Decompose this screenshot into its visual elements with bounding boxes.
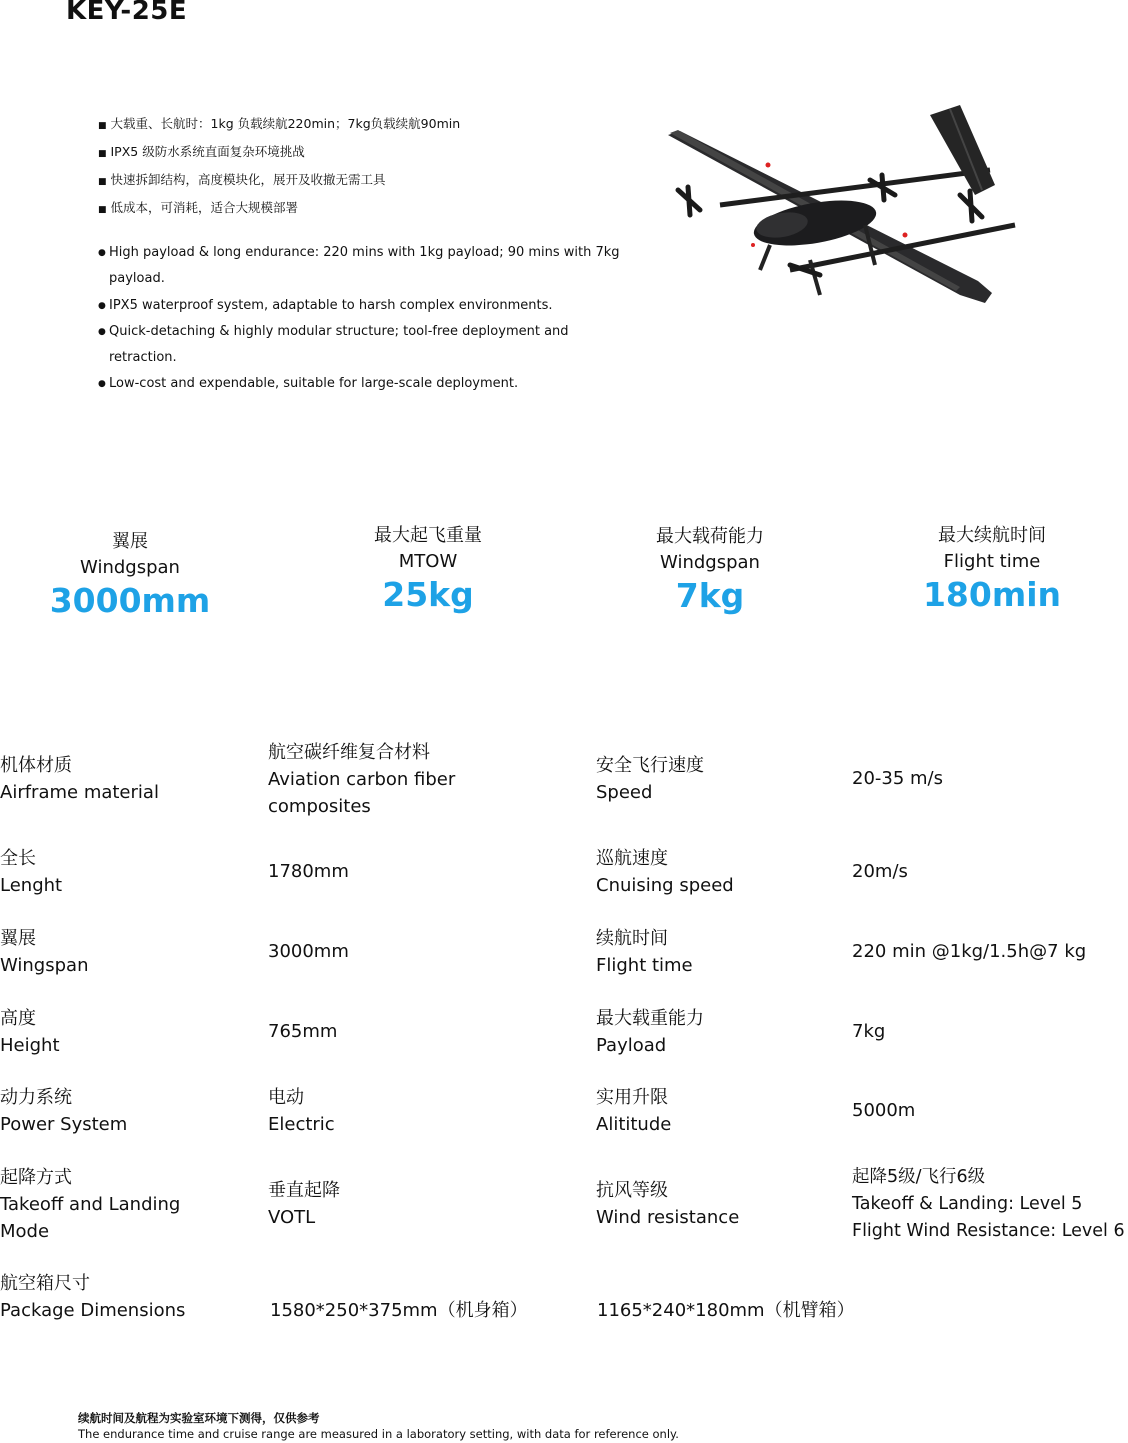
stat-label-en: Flight time — [943, 551, 1041, 572]
spec-value-package-body: 1580*250*375mm（机身箱） — [270, 1300, 528, 1321]
spec-value-payload: 7kg — [852, 1021, 886, 1042]
bullet-square-icon: ■ — [98, 121, 107, 131]
footnote-en: The endurance time and cruise range are measured in a laboratory setting, with data for reference only. — [78, 1427, 679, 1441]
stat-label-cn: 最大载荷能力 — [656, 526, 764, 547]
bullet-square-icon: ■ — [98, 149, 107, 159]
spec-label-package: 航空箱尺寸 Package Dimensions — [0, 1273, 186, 1321]
bullet-square-icon: ■ — [98, 205, 107, 215]
spec-value-height: 765mm — [268, 1021, 338, 1042]
feature-cn-item: ■ 快速拆卸结构，高度模块化，展开及收撤无需工具 — [98, 172, 386, 187]
spec-label-height: 高度 Height — [0, 1008, 60, 1056]
spec-label-wingspan: 翼展 Wingspan — [0, 928, 89, 976]
stat-value: 3000mm — [49, 581, 211, 620]
spec-label-power: 动力系统 Power System — [0, 1087, 128, 1135]
bullet-dot-icon: ● — [98, 326, 106, 337]
feature-en-item: ● High payload & long endurance: 220 mins with 1kg payload; 90 mins with 7kg payload. — [98, 240, 628, 293]
spec-label-takeoff-mode: 起降方式 Takeoff and Landing Mode — [0, 1167, 181, 1242]
spec-value-flight-time: 220 min @1kg/1.5h@7 kg — [852, 941, 1087, 962]
stat-value: 25kg — [382, 575, 474, 614]
spec-value-speed: 20-35 m/s — [852, 768, 944, 789]
stat-value: 180min — [922, 575, 1062, 614]
bullet-dot-icon: ● — [98, 379, 106, 390]
spec-value-takeoff-mode: 垂直起降 VOTL — [268, 1180, 340, 1228]
stat-label-cn: 最大起飞重量 — [374, 525, 482, 546]
stat-label-en: MTOW — [398, 551, 458, 572]
spec-label-altitude: 实用升限 Alititude — [596, 1087, 672, 1135]
footnote-cn: 续航时间及航程为实验室环境下测得，仅供参考 — [78, 1411, 320, 1425]
footnote — [78, 1410, 679, 1442]
spec-label-cruise-speed: 巡航速度 Cnuising speed — [596, 848, 734, 896]
bullet-square-icon: ■ — [98, 177, 107, 187]
spec-label-speed: 安全飞行速度 Speed — [596, 755, 704, 803]
spec-label-payload: 最大载重能力 Payload — [596, 1008, 704, 1056]
spec-label-flight-time: 续航时间 Flight time — [596, 928, 693, 976]
spec-label-length: 全长 Lenght — [0, 848, 63, 896]
features-cn-list — [98, 111, 460, 223]
spec-value-length: 1780mm — [268, 861, 349, 882]
stat-label-en: Windgspan — [80, 557, 180, 578]
spec-value-airframe: 航空碳纤维复合材料 Aviation carbon fiber composites — [268, 742, 456, 817]
spec-label-wind: 抗风等级 Wind resistance — [596, 1180, 740, 1228]
feature-cn-item: ■ 低成本，可消耗，适合大规模部署 — [98, 200, 299, 215]
bullet-dot-icon: ● — [98, 300, 106, 311]
stat-label-cn: 翼展 — [112, 531, 148, 552]
spec-value-power: 电动 Electric — [268, 1087, 335, 1135]
stat-windgspan — [10, 529, 250, 621]
spec-value-wind: 起降5级/飞行6级 Takeoff & Landing: Level 5 Flight Wind Resistance: Level 6 — [852, 1167, 1125, 1241]
feature-cn-item: ■ 大载重、长航时：1kg 负载续航220min；7kg负载续航90min — [98, 116, 461, 131]
feature-en-item: ● Quick-detaching & highly modular structure; tool-free deployment and retraction. — [98, 319, 628, 372]
stat-payload — [590, 524, 830, 616]
spec-label-airframe: 机体材质 Airframe material — [0, 755, 159, 803]
stat-label-en: Windgspan — [660, 552, 760, 573]
drone-image — [660, 95, 1090, 335]
spec-value-package-arm: 1165*240*180mm（机臂箱） — [597, 1300, 855, 1321]
product-title: KEY-25E — [66, 0, 188, 26]
stat-value: 7kg — [675, 576, 745, 615]
spec-value-cruise-speed: 20m/s — [852, 861, 908, 882]
feature-en-item: ● Low-cost and expendable, suitable for large-scale deployment. — [98, 371, 628, 397]
spec-value-wingspan: 3000mm — [268, 941, 349, 962]
stat-mtow — [308, 523, 548, 615]
stat-label-cn: 最大续航时间 — [938, 525, 1046, 546]
bullet-dot-icon: ● — [98, 248, 106, 258]
features-en-list — [98, 240, 628, 398]
spec-value-altitude: 5000m — [852, 1100, 916, 1121]
feature-cn-item: ■ IPX5 级防水系统直面复杂环境挑战 — [98, 144, 305, 159]
feature-en-item: ● IPX5 waterproof system, adaptable to harsh complex environments. — [98, 293, 628, 319]
stat-flight-time — [872, 523, 1112, 615]
